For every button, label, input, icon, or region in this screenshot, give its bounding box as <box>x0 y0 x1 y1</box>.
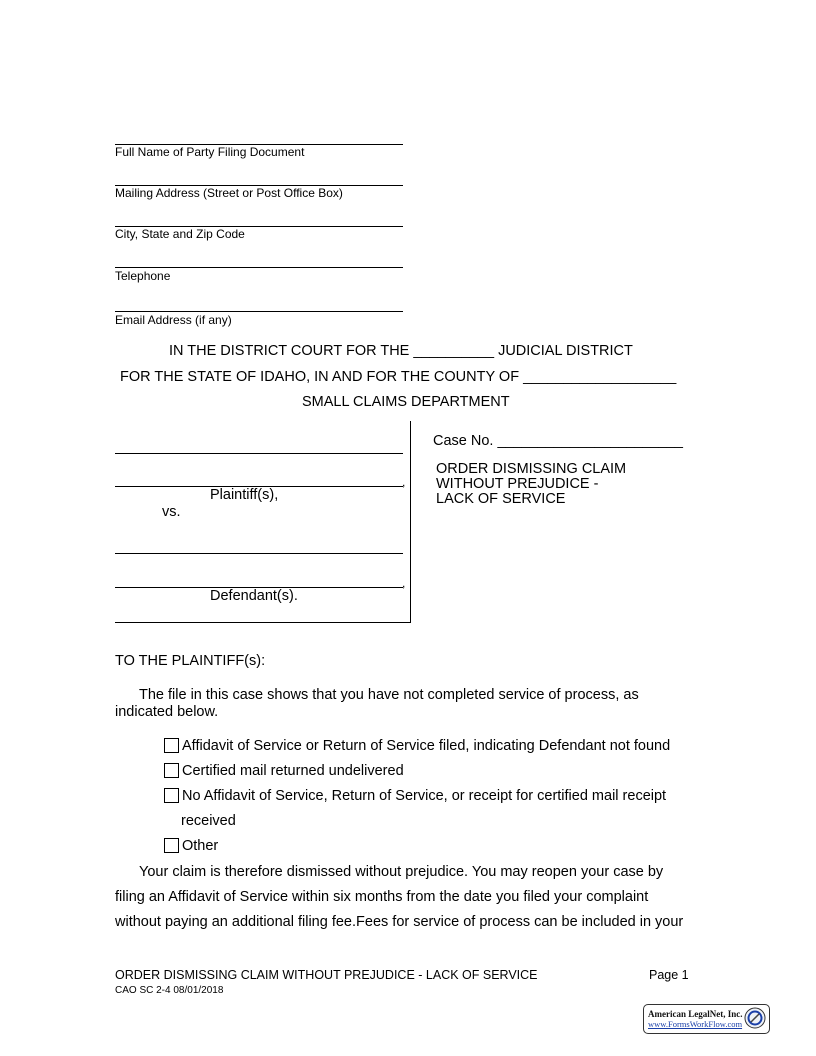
plaintiff-line-1[interactable] <box>115 453 403 454</box>
mailing-address-label: Mailing Address (Street or Post Office Box) <box>115 186 343 200</box>
option-other: Other <box>182 838 219 854</box>
option-affidavit-not-found: Affidavit of Service or Return of Service filed, indicating Defendant not found <box>182 738 671 754</box>
defendant-line-1[interactable] <box>115 553 403 554</box>
checkbox-other[interactable] <box>164 838 179 853</box>
order-title-line-3: LACK OF SERVICE <box>436 491 566 507</box>
county-blank[interactable]: ___________________ <box>523 369 677 385</box>
full-name-label: Full Name of Party Filing Document <box>115 145 305 159</box>
legalnet-logo[interactable] <box>643 1004 770 1034</box>
intro-line-2: indicated below. <box>115 704 219 720</box>
email-label: Email Address (if any) <box>115 313 232 327</box>
option-no-affidavit-cont: received <box>181 813 236 829</box>
logo-url[interactable]: www.FormsWorkFlow.com <box>648 1019 743 1029</box>
checkbox-no-affidavit[interactable] <box>164 788 179 803</box>
defendant-comma: , <box>402 576 406 590</box>
option-certified-mail: Certified mail returned undelivered <box>182 763 404 779</box>
checkbox-affidavit-not-found[interactable] <box>164 738 179 753</box>
option-no-affidavit: No Affidavit of Service, Return of Service, or receipt for certified mail receipt <box>182 788 667 804</box>
court-line-2-a: FOR THE STATE OF IDAHO, IN AND FOR THE COUNTY OF <box>120 369 520 385</box>
defendants-label: Defendant(s). <box>210 588 298 604</box>
checkbox-certified-mail[interactable] <box>164 763 179 778</box>
email-line[interactable] <box>115 311 403 312</box>
court-line-1-a: IN THE DISTRICT COURT FOR THE <box>169 343 410 359</box>
court-line-1 <box>169 343 633 359</box>
footer-page-number: Page 1 <box>649 968 689 982</box>
court-line-3: SMALL CLAIMS DEPARTMENT <box>302 394 510 410</box>
globe-icon <box>744 1007 766 1029</box>
to-plaintiffs: TO THE PLAINTIFF(s): <box>115 653 266 669</box>
court-line-1-b: JUDICIAL DISTRICT <box>498 343 633 359</box>
intro-line-1: The file in this case shows that you have not completed service of process, as <box>139 687 639 703</box>
city-state-zip-label: City, State and Zip Code <box>115 227 245 241</box>
plaintiffs-label: Plaintiff(s), <box>210 487 279 503</box>
logo-company: American LegalNet, Inc. <box>648 1009 743 1019</box>
caption-bottom-border <box>115 622 411 623</box>
case-no <box>433 433 683 449</box>
dismissal-para-line-1: Your claim is therefore dismissed without prejudice. You may reopen your case by <box>139 864 664 880</box>
footer-form-code: CAO SC 2-4 08/01/2018 <box>115 985 224 996</box>
plaintiff-comma: , <box>402 475 406 489</box>
case-no-label: Case No. <box>433 433 494 449</box>
footer-title: ORDER DISMISSING CLAIM WITHOUT PREJUDICE - LACK OF SERVICE <box>115 968 538 982</box>
caption-divider <box>410 421 411 623</box>
dismissal-para-line-2: filing an Affidavit of Service within six months from the date you filed your complaint <box>115 889 649 905</box>
case-no-blank[interactable]: _______________________ <box>497 433 683 449</box>
order-title <box>436 462 626 507</box>
dismissal-para-line-3: without paying an additional filing fee.Fees for service of process can be included in your <box>115 914 684 930</box>
telephone-label: Telephone <box>115 269 171 283</box>
vs-label: vs. <box>162 504 181 520</box>
judicial-district-blank[interactable]: __________ <box>413 343 495 359</box>
order-title-line-1: ORDER DISMISSING CLAIM <box>436 461 627 477</box>
order-title-line-2: WITHOUT PREJUDICE - <box>436 476 599 492</box>
court-line-2 <box>120 369 676 385</box>
telephone-line[interactable] <box>115 267 403 268</box>
